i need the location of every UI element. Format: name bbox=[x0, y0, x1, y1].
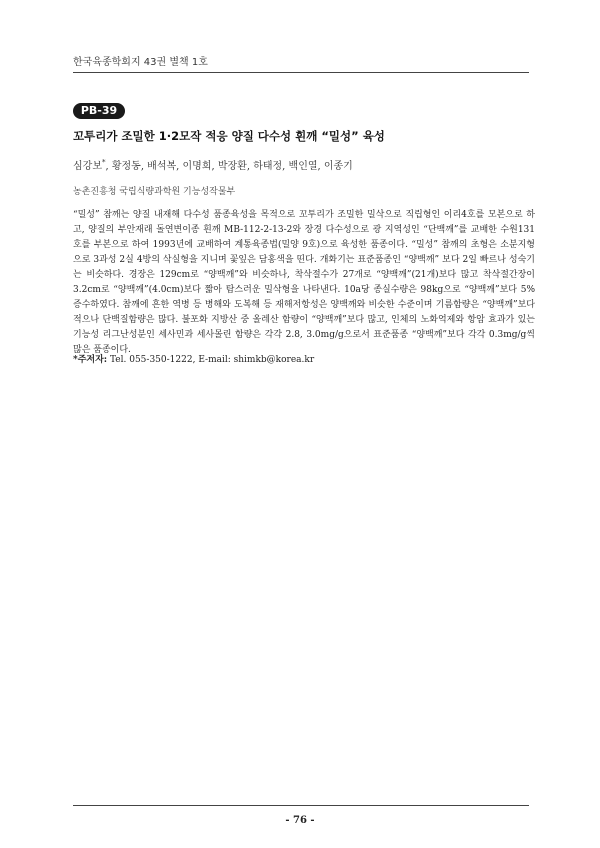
corresponding-tel: Tel. 055-350-1222, bbox=[110, 355, 196, 365]
page-number: - 76 - bbox=[285, 815, 315, 826]
other-authors: , 황정동, 배석복, 이명희, 박장환, 하태정, 백인열, 이종기 bbox=[105, 161, 353, 172]
corresponding-email: E-mail: shimkb@korea.kr bbox=[198, 355, 315, 365]
journal-header: 한국육종학회지 43권 별책 1호 bbox=[73, 57, 208, 68]
header-divider bbox=[73, 72, 529, 73]
corresponding-author bbox=[73, 352, 535, 365]
abstract-text: “밀성” 참깨는 양질 내재해 다수성 품종육성을 목적으로 꼬투리가 조밀한 밀삭으로 직립형인 이리4호를 모본으로 하고, 양질의 부안재래 돌연변이종 흰깨 MB-112-2-13-2와 장경 다수성으로 광 지역성인 “단백깨”를 교배한 수원131호를 부본으로 하여 1993년에 교배하여 계통육종법(밀양 9호)으로 육성한 품종이다. “밀성” 참깨의 초형은 소분지형으로 3과성 2실 4방의 삭실형을 지니며 꽃잎은 담홍색을 띤다. 개화기는 표준품종인 “양백깨” 보다 2일 빠르나 성숙기는 비슷하다. 경장은 129cm로 “양백깨”와 비슷하나, 착삭절수가 27개로 “양백깨”(21개)보다 많고 착삭절간장이 3.2cm로 “양백깨”(4.0cm)보다 짧아 탐스러운 밀삭형을 나타낸다. 10a당 종실수량은 98kg으로 “양백깨”보다 5% 증수하였다. 참깨에 흔한 역병 등 병해와 도복해 등 재해저항성은 양백깨와 비슷한 수준이며 기름함량은 “양백깨”보다 적으나 단백질함량은 많다. 불포화 지방산 중 올레산 함량이 “양백깨”보다 많고, 인체의 노화억제와 항암 효과가 있는 기능성 리그난성분인 세사민과 세사몰린 함량은 각각 2.8, 3.0mg/g으로서 표준품종 “양백깨”보다 각각 0.3mg/g씩 많은 품종이다. bbox=[73, 210, 535, 355]
corresponding-mark: * bbox=[101, 158, 106, 167]
first-author: 심강보 bbox=[73, 161, 102, 172]
footer-divider bbox=[73, 805, 529, 806]
paper-title: 꼬투리가 조밀한 1·2모작 적응 양질 다수성 흰깨 “밀성” 육성 bbox=[73, 129, 385, 143]
corresponding-label: *주저자: bbox=[73, 355, 108, 365]
poster-id-badge: PB-39 bbox=[73, 103, 125, 119]
author-list bbox=[73, 157, 543, 172]
affiliation: 농촌진흥청 국립식량과학원 기능성작물부 bbox=[73, 187, 236, 197]
